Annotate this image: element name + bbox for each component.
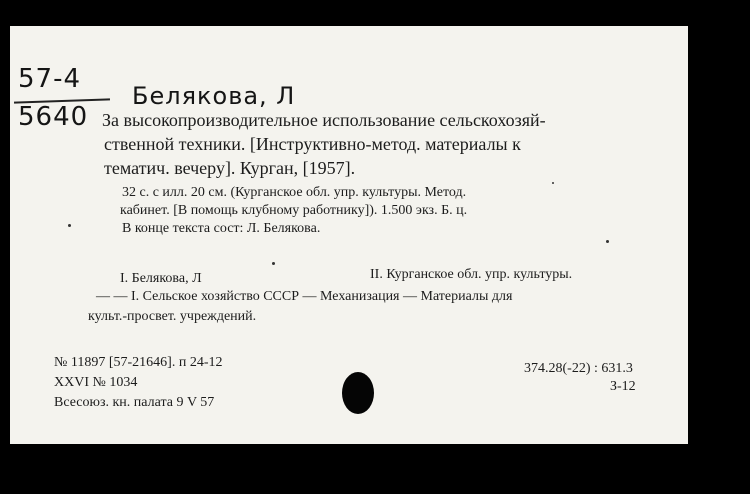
footer-record-number: № 11897 [57-21646]. п 24-12 [54, 355, 223, 370]
collation-line-1: 32 с. с илл. 20 см. (Курганское обл. упр. культуры. Метод. [122, 185, 467, 200]
footer-series-number: XXVI № 1034 [54, 375, 138, 390]
catalog-card [10, 26, 688, 444]
punch-hole [342, 372, 374, 414]
tracing-corporate: II. Курганское обл. упр. культуры. [370, 267, 573, 282]
footer-chamber: Всесоюз. кн. палата 9 V 57 [54, 395, 215, 410]
collation-line-2: кабинет. [В помощь клубному работнику]). 1.500 экз. Б. ц. [120, 203, 468, 218]
tracing-subject: — — I. Сельское хозяйство СССР — Механизация — Материалы для [96, 289, 513, 304]
tracing-subject-cont: культ.-просвет. учреждений. [88, 309, 257, 324]
author-mark: З-12 [610, 379, 636, 394]
title-line-2: ственной техники. [Инструктивно-метод. материалы к [104, 134, 521, 154]
handwritten-author: Белякова, Л [132, 82, 296, 110]
call-number-top: 57-4 [18, 64, 82, 94]
title-line-3: тематич. вечеру]. Курган, [1957]. [104, 158, 356, 178]
dust-speck [552, 182, 554, 184]
call-number-bottom: 5640 [18, 102, 89, 132]
tracing-author: I. Белякова, Л [120, 271, 202, 286]
title-line-1: За высокопроизводительное использование сельскохозяй- [102, 110, 546, 130]
classification-index: 374.28(-22) : 631.3 [524, 361, 633, 376]
note-line: В конце текста сост: Л. Белякова. [122, 221, 321, 236]
dust-speck [272, 262, 275, 265]
dust-speck [68, 224, 71, 227]
dust-speck [606, 240, 609, 243]
